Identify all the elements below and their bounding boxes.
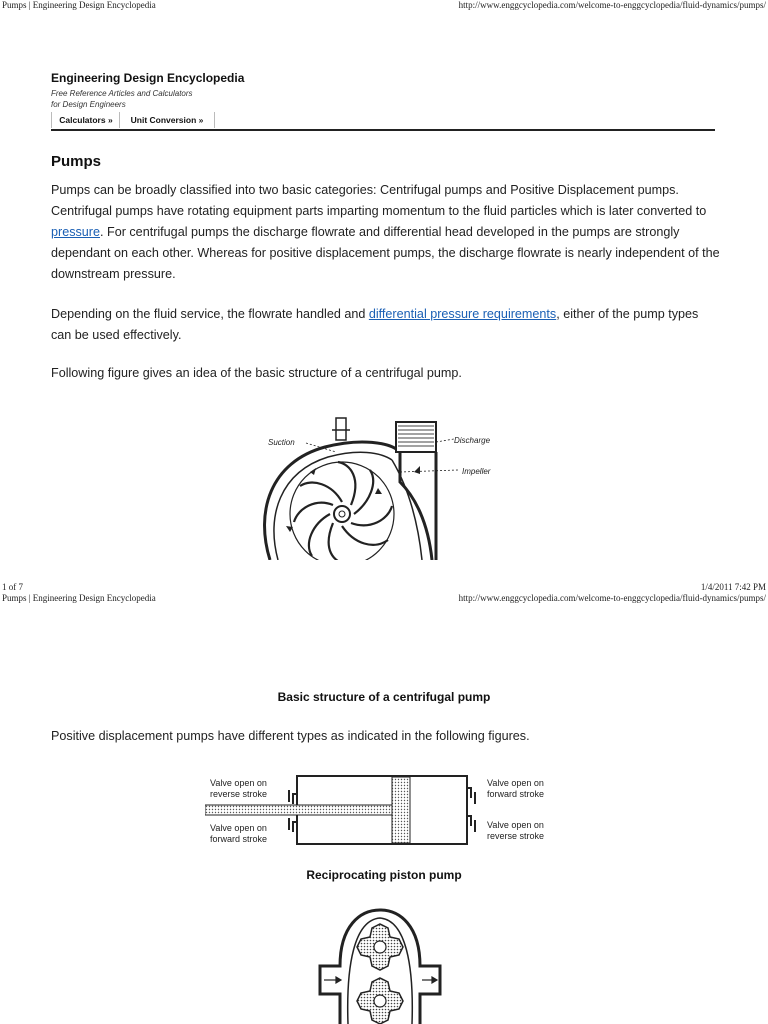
print-header-url: http://www.enggcyclopedia.com/welcome-to-enggcyclopedia/fluid-dynamics/pumps/ [458,0,766,10]
print-footer-page: 1 of 7 [2,582,23,592]
tagline-line-1: Free Reference Articles and Calculators [51,89,193,98]
print-header-url-2: http://www.enggcyclopedia.com/welcome-to-enggcyclopedia/fluid-dynamics/pumps/ [458,593,766,603]
suction-label: Suction [268,438,295,447]
site-tagline [51,88,193,110]
nav-unit-conversion[interactable]: Unit Conversion » [119,112,215,128]
service-text-a: Depending on the fluid service, the flowrate handled and [51,307,369,321]
service-paragraph [51,304,721,346]
intro-text-b: . For centrifugal pumps the discharge flowrate and differential head developed in the pumps are strongly dependant on each other. Whereas for positive displacement pumps, the discharge flowrate is nearly independent of the downstream pressure. [51,225,720,281]
nav-calculators[interactable]: Calculators » [51,112,120,128]
valve-label-top-left-2: reverse stroke [210,789,268,799]
reciprocating-figure-caption: Reciprocating piston pump [306,868,462,882]
valve-label-bottom-right-2: reverse stroke [487,831,545,841]
pd-pumps-paragraph: Positive displacement pumps have different types as indicated in the following figures. [51,729,530,743]
pressure-link[interactable]: pressure [51,225,100,239]
reciprocating-pump-figure [205,772,565,852]
print-header-title-2: Pumps | Engineering Design Encyclopedia [2,593,156,603]
page-title: Pumps [51,153,102,170]
differential-pressure-link[interactable]: differential pressure requirements [368,307,557,321]
print-header-title: Pumps | Engineering Design Encyclopedia [2,0,156,10]
valve-label-bottom-left-1: Valve open on [210,823,267,833]
main-nav [51,112,715,131]
impeller-label: Impeller [462,467,491,476]
tagline-line-2: for Design Engineers [51,100,126,109]
valve-label-bottom-right-1: Valve open on [487,820,544,830]
valve-label-bottom-left-2: forward stroke [210,834,268,844]
valve-label-top-right-1: Valve open on [487,778,544,788]
site-title[interactable]: Engineering Design Encyclopedia [51,71,245,85]
print-footer-date: 1/4/2011 7:42 PM [700,582,766,592]
centrifugal-pump-figure [250,412,520,560]
valve-label-top-left-1: Valve open on [210,778,267,788]
service-text-b: , either of the pump types can be used effectively. [51,307,699,342]
discharge-label: Discharge [454,436,491,445]
figure-intro-paragraph: Following figure gives an idea of the basic structure of a centrifugal pump. [51,366,462,380]
gear-pump-figure [300,906,460,1024]
centrifugal-figure-caption: Basic structure of a centrifugal pump [277,690,491,704]
intro-paragraph [51,180,721,285]
valve-label-top-right-2: forward stroke [487,789,545,799]
intro-text-a: Pumps can be broadly classified into two basic categories: Centrifugal pumps and Positive Displacement pumps. Centrifugal pumps have rotating equipment parts imparting momentum to the fluid particles which is later converted to [51,183,707,218]
